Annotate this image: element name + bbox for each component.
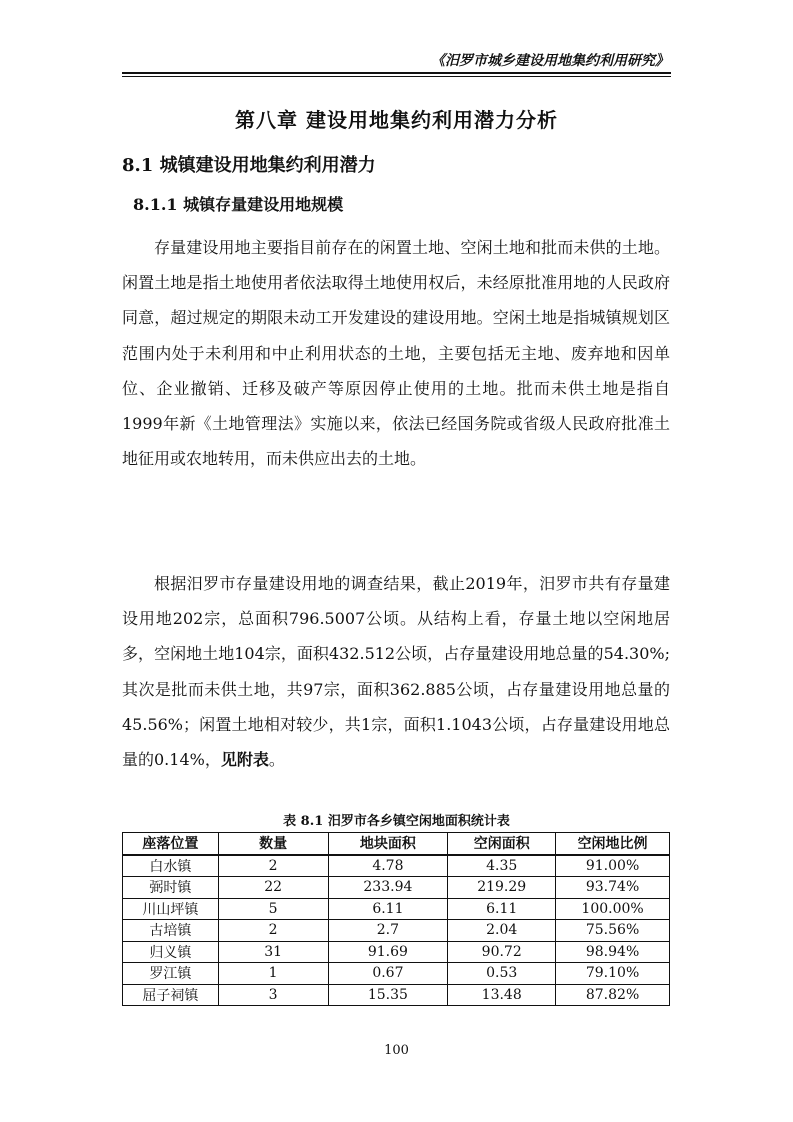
cell-location: 古培镇 — [123, 920, 219, 942]
cell-vacant-area: 4.35 — [448, 855, 556, 877]
chapter-title: 第八章 建设用地集约利用潜力分析 — [235, 108, 558, 132]
cell-vacant-area: 219.29 — [448, 877, 556, 899]
header-rule-thick — [122, 72, 671, 74]
section-heading: 8.1 城镇建设用地集约利用潜力 — [122, 155, 376, 176]
table-header-row — [123, 833, 670, 855]
table-row — [123, 941, 670, 963]
cell-location: 屈子祠镇 — [123, 984, 219, 1006]
table-row — [123, 898, 670, 920]
header-rule-thin — [122, 76, 671, 77]
cell-vacant-area: 13.48 — [448, 984, 556, 1006]
page-number: 100 — [384, 1043, 409, 1058]
running-header: 《汨罗市城乡建设用地集约利用研究》 — [431, 53, 669, 69]
cell-count: 1 — [218, 963, 328, 985]
cell-location: 白水镇 — [123, 855, 219, 877]
cell-vacant-ratio: 91.00% — [556, 855, 670, 877]
table-row — [123, 920, 670, 942]
header-parcel-area: 地块面积 — [328, 833, 448, 855]
cell-count: 22 — [218, 877, 328, 899]
cell-parcel-area: 0.67 — [328, 963, 448, 985]
cell-vacant-ratio: 98.94% — [556, 941, 670, 963]
cell-vacant-ratio: 100.00% — [556, 898, 670, 920]
table-row — [123, 877, 670, 899]
cell-parcel-area: 233.94 — [328, 877, 448, 899]
cell-location: 归义镇 — [123, 941, 219, 963]
cell-vacant-area: 6.11 — [448, 898, 556, 920]
cell-parcel-area: 91.69 — [328, 941, 448, 963]
cell-parcel-area: 15.35 — [328, 984, 448, 1006]
cell-location: 川山坪镇 — [123, 898, 219, 920]
cell-vacant-ratio: 87.82% — [556, 984, 670, 1006]
table-row — [123, 855, 670, 877]
cell-count: 2 — [218, 855, 328, 877]
cell-vacant-area: 2.04 — [448, 920, 556, 942]
cell-vacant-ratio: 93.74% — [556, 877, 670, 899]
paragraph-definition: 存量建设用地主要指目前存在的闲置土地、空闲土地和批而未供的土地。闲置土地是指土地使用者依法取得土地使用权后，未经原批准用地的人民政府同意，超过规定的期限未动工开发建设的建设用地。空闲土地是指城镇规划区范围内处于未利用和中止利用状态的土地，主要包括无主地、废弃地和因单位、企业撤销、迁移及破产等原因停止使用的土地。批而未供土地是指自1999年新《土地管理法》实施以来，依法已经国务院或省级人民政府批准土地征用或农地转用，而未供应出去的土地。 — [122, 238, 670, 469]
cell-location: 弼时镇 — [123, 877, 219, 899]
table-caption: 表 8.1 汨罗市各乡镇空闲地面积统计表 — [283, 814, 510, 829]
subsection-heading: 8.1.1 城镇存量建设用地规模 — [133, 195, 344, 214]
cell-vacant-ratio: 79.10% — [556, 963, 670, 985]
header-count: 数量 — [218, 833, 328, 855]
cell-count: 5 — [218, 898, 328, 920]
paragraph-survey-text: 根据汨罗市存量建设用地的调查结果，截止2019年，汨罗市共有存量建设用地202宗，总面积796.5007公顷。从结构上看，存量土地以空闲地居多，空闲地土地104宗，面积432.512公顷，占存量建设用地总量的54.30%;其次是批而未供土地，共97宗，面积362.885公顷，占存量建设用地总量的45.56%；闲置土地相对较少，共1宗，面积1.1043公顷，占存量建设用地总量的0.14%， — [122, 574, 670, 770]
cell-vacant-area: 90.72 — [448, 941, 556, 963]
cell-parcel-area: 6.11 — [328, 898, 448, 920]
cell-vacant-ratio: 75.56% — [556, 920, 670, 942]
header-location: 座落位置 — [123, 833, 219, 855]
paragraph-end-mark: 。 — [268, 750, 285, 770]
cell-parcel-area: 2.7 — [328, 920, 448, 942]
paragraph-survey-results — [122, 566, 670, 777]
cell-count: 3 — [218, 984, 328, 1006]
cell-count: 31 — [218, 941, 328, 963]
appendix-reference: 见附表 — [220, 750, 269, 770]
header-vacant-area: 空闲面积 — [448, 833, 556, 855]
table-row — [123, 963, 670, 985]
cell-count: 2 — [218, 920, 328, 942]
table-row — [123, 984, 670, 1006]
cell-location: 罗江镇 — [123, 963, 219, 985]
vacant-land-table — [122, 832, 670, 1006]
header-vacant-ratio: 空闲地比例 — [556, 833, 670, 855]
cell-vacant-area: 0.53 — [448, 963, 556, 985]
cell-parcel-area: 4.78 — [328, 855, 448, 877]
